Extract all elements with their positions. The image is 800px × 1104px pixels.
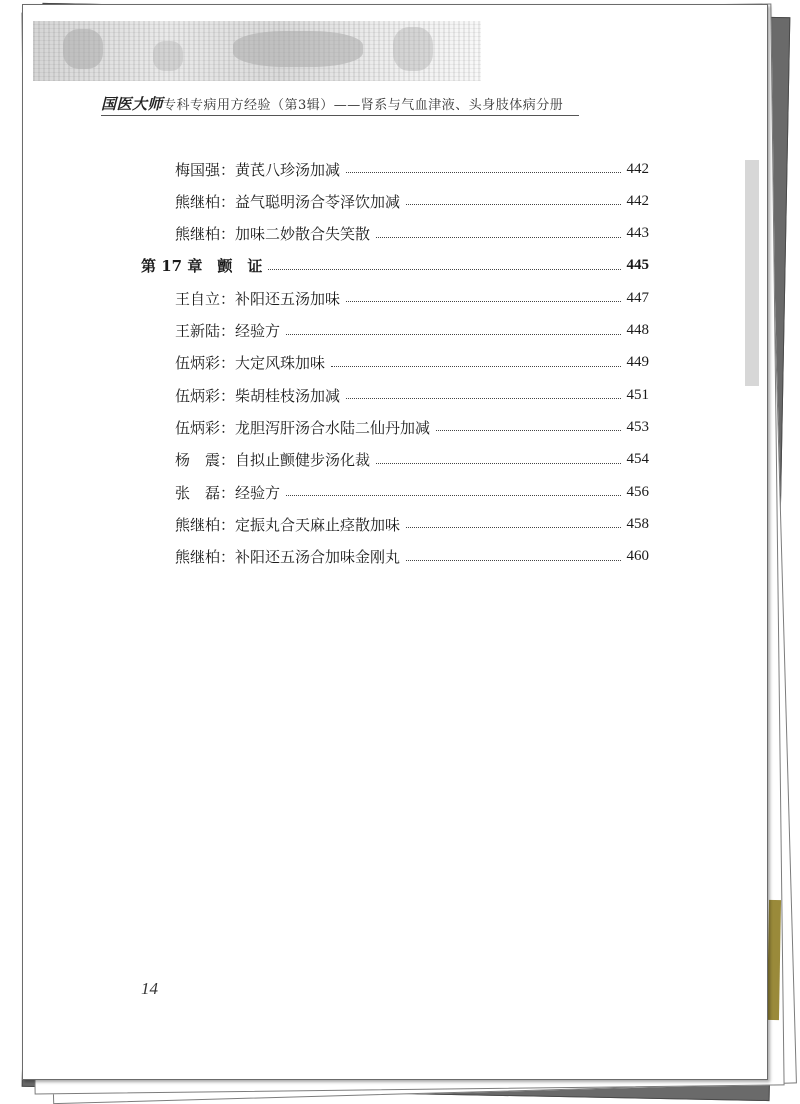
toc-leader-dots — [268, 268, 620, 270]
toc-leader-dots — [406, 559, 620, 561]
toc-label: 张 磊：经验方 — [175, 483, 281, 502]
toc-entry[interactable] — [175, 512, 649, 536]
toc-page-number: 460 — [626, 548, 649, 565]
toc-chapter-heading[interactable] — [141, 254, 649, 278]
toc-leader-dots — [376, 236, 620, 238]
toc-entry[interactable] — [175, 383, 649, 407]
toc-page-number: 447 — [626, 289, 649, 306]
toc-leader-dots — [406, 203, 620, 205]
scrollbar-thumb[interactable] — [745, 160, 759, 386]
toc-entry[interactable] — [175, 480, 649, 504]
toc-label: 梅国强：黄芪八珍汤加减 — [175, 160, 341, 179]
toc-page-number: 445 — [626, 257, 649, 274]
toc-label: 熊继柏：补阳还五汤合加味金刚丸 — [175, 548, 401, 567]
toc-label: 伍炳彩：柴胡桂枝汤加减 — [175, 386, 341, 405]
toc-page-number: 442 — [626, 160, 649, 177]
toc-leader-dots — [286, 494, 620, 496]
toc-label: 熊继柏：加味二妙散合失笑散 — [175, 225, 371, 244]
toc-page-number: 456 — [626, 483, 649, 500]
toc-label: 王自立：补阳还五汤加味 — [175, 289, 341, 308]
toc-entry[interactable] — [175, 286, 649, 310]
toc-label: 伍炳彩：龙胆泻肝汤合水陆二仙丹加减 — [175, 418, 431, 437]
toc-label: 王新陆：经验方 — [175, 322, 281, 340]
toc-entry[interactable] — [175, 448, 649, 472]
toc-page-number: 454 — [626, 451, 649, 468]
toc-page-number: 453 — [626, 418, 649, 435]
header-decorative-banner — [33, 21, 481, 81]
toc-page-number: 451 — [626, 386, 649, 403]
toc-entry[interactable] — [175, 222, 649, 246]
toc-page-number: 448 — [626, 322, 649, 338]
toc-page-number: 449 — [626, 354, 649, 371]
toc-leader-dots — [346, 397, 620, 399]
header-brand: 国医大师 — [101, 95, 164, 113]
toc-label: 杨 震：自拟止颤健步汤化裁 — [175, 451, 371, 470]
running-header — [101, 93, 563, 114]
toc-label: 熊继柏：定振丸合天麻止痉散加味 — [175, 515, 401, 534]
document-page — [22, 4, 768, 1080]
toc-page-number: 458 — [626, 515, 649, 532]
toc-entry[interactable] — [175, 319, 649, 343]
toc-label: 熊继柏：益气聪明汤合苓泽饮加减 — [175, 192, 401, 211]
header-book-title: 专科专病用方经验（第3辑）——肾系与气血津液、头身肢体病分册 — [163, 98, 564, 113]
toc-leader-dots — [346, 300, 620, 302]
page-edge-gold — [767, 900, 781, 1020]
toc-entry[interactable] — [175, 415, 649, 439]
toc-leader-dots — [286, 333, 620, 335]
toc-entry[interactable] — [175, 545, 649, 569]
toc-label: 第 17 章 颤 证 — [141, 257, 263, 276]
page-number: 14 — [141, 979, 158, 998]
toc-leader-dots — [436, 429, 620, 431]
toc-label: 伍炳彩：大定风珠加味 — [175, 354, 326, 373]
toc-leader-dots — [346, 171, 620, 173]
toc-entry[interactable] — [175, 351, 649, 375]
header-rule — [101, 115, 579, 116]
toc-leader-dots — [406, 526, 620, 528]
toc-entry[interactable] — [175, 157, 649, 181]
toc-entry[interactable] — [175, 189, 649, 213]
toc-leader-dots — [331, 365, 620, 367]
toc-leader-dots — [376, 462, 620, 464]
toc-page-number: 442 — [626, 192, 649, 209]
toc-page-number: 443 — [626, 225, 649, 242]
